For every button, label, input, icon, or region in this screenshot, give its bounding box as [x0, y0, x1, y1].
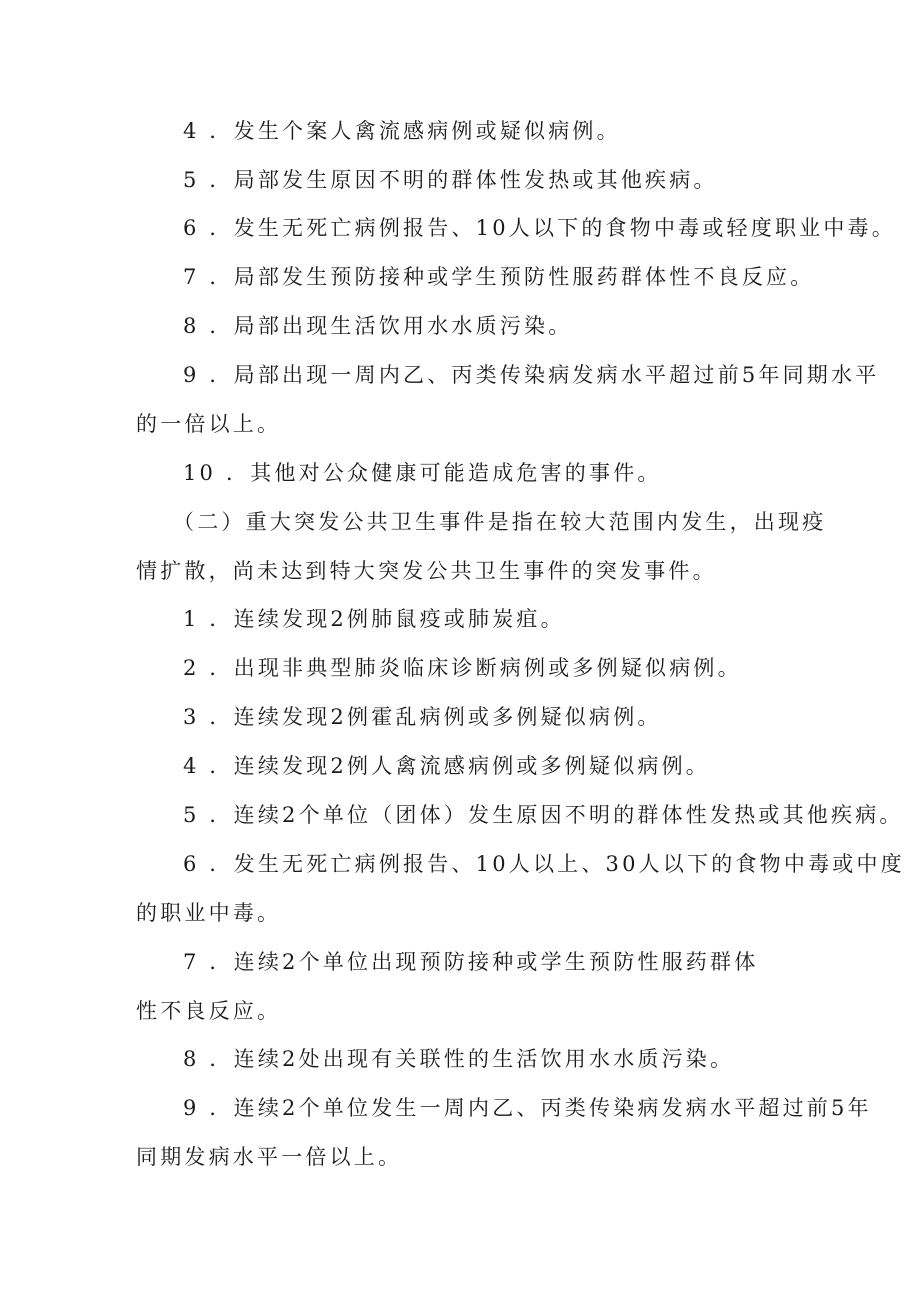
paragraph-line: 的职业中毒。 [136, 901, 282, 925]
paragraph-line: 4 ．连续发现2例人禽流感病例或多例疑似病例。 [183, 754, 710, 778]
paragraph-line: 性不良反应。 [136, 999, 282, 1023]
paragraph-line: 6 ．发生无死亡病例报告、10人以下的食物中毒或轻度职业中毒。 [183, 216, 896, 240]
paragraph-line: 5 ．连续2个单位（团体）发生原因不明的群体性发热或其他疾病。 [183, 803, 904, 827]
paragraph-line: 5 ．局部发生原因不明的群体性发热或其他疾病。 [183, 168, 718, 192]
paragraph-line: 的一倍以上。 [136, 412, 282, 436]
paragraph-line: 9 ．局部出现一周内乙、丙类传染病发病水平超过前5年同期水平 [183, 363, 880, 387]
paragraph-line: 7 ．连续2个单位出现预防接种或学生预防性服药群体 [183, 950, 759, 974]
paragraph-line: 7 ．局部发生预防接种或学生预防性服药群体性不良反应。 [183, 265, 815, 289]
paragraph-line: 2 ．出现非典型肺炎临床诊断病例或多例疑似病例。 [183, 656, 742, 680]
paragraph-line: 4 ．发生个案人禽流感病例或疑似病例。 [183, 119, 621, 143]
paragraph-line: 8 ．连续2处出现有关联性的生活饮用水水质污染。 [183, 1047, 735, 1071]
paragraph-line: 1 ．连续发现2例肺鼠疫或肺炭疽。 [183, 607, 565, 631]
section-heading-line: （二）重大突发公共卫生事件是指在较大范围内发生，出现疫 [173, 510, 827, 534]
paragraph-line: 3 ．连续发现2例霍乱病例或多例疑似病例。 [183, 705, 662, 729]
paragraph-line: 6 ．发生无死亡病例报告、10人以上、30人以下的食物中毒或中度 [183, 852, 905, 876]
section-heading-line: 情扩散，尚未达到特大突发公共卫生事件的突发事件。 [136, 559, 717, 583]
paragraph-line: 9 ．连续2个单位发生一周内乙、丙类传染病发病水平超过前5年 [183, 1096, 872, 1120]
paragraph-line: 同期发病水平一倍以上。 [136, 1145, 403, 1169]
paragraph-line: 10 ．其他对公众健康可能造成危害的事件。 [183, 461, 662, 485]
paragraph-line: 8 ．局部出现生活饮用水水质污染。 [183, 314, 573, 338]
